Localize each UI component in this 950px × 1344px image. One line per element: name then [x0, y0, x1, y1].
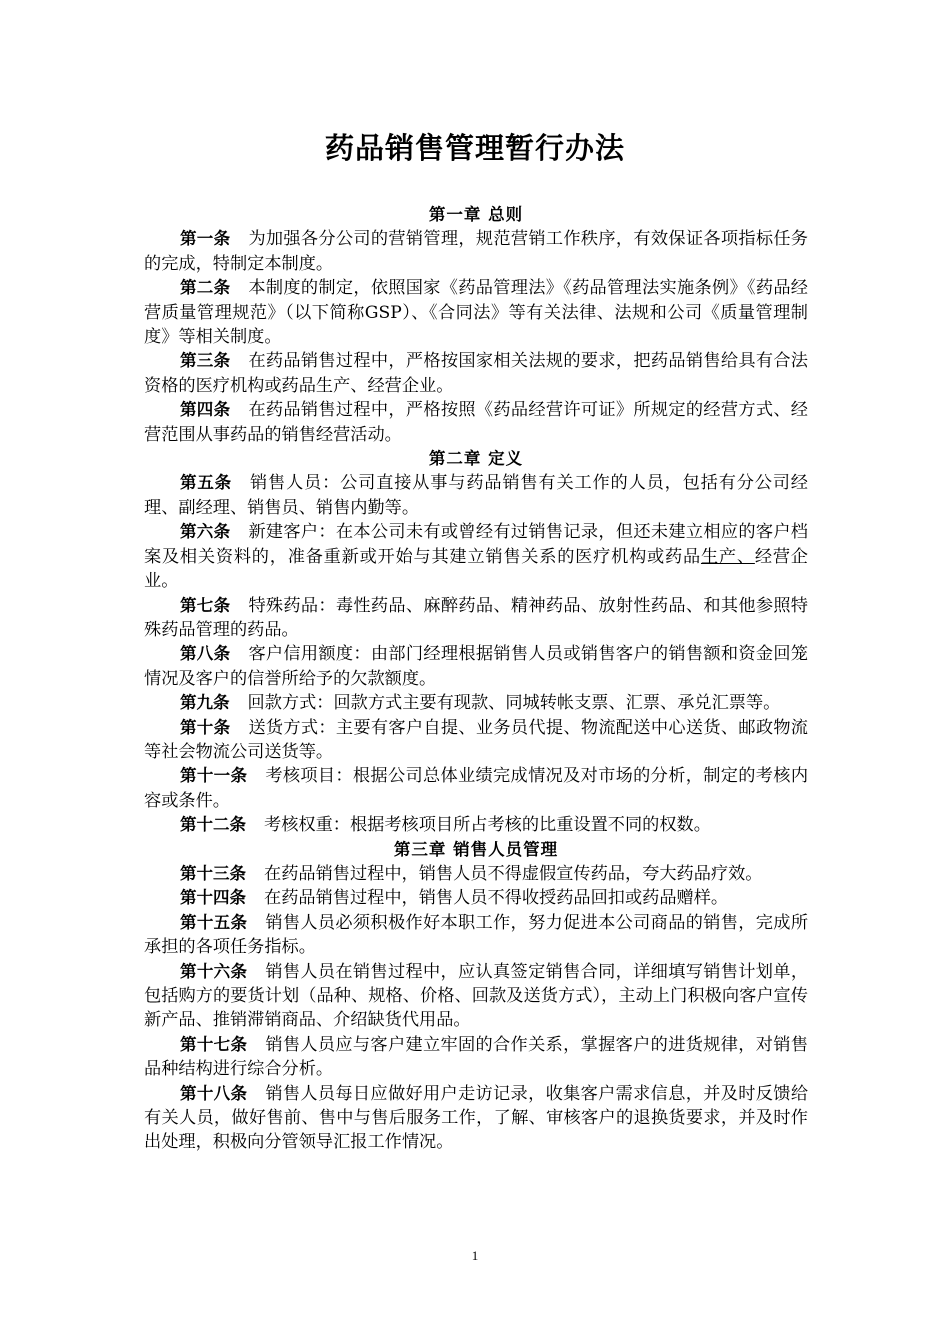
article-text: 回款方式：回款方式主要有现款、同城转帐支票、汇票、承兑汇票等。	[247, 693, 781, 714]
article-text: 客户信用额度：由部门经理根据销售人员或销售客户的销售额和资金回笼情况及客户的信誉所给予的欠款额度。	[144, 644, 808, 689]
article	[144, 886, 808, 910]
article-number: 第八条	[180, 644, 231, 664]
chapter-heading: 第一章 总则	[428, 205, 524, 224]
article	[144, 691, 808, 715]
article-text: 考核权重：根据考核项目所占考核的比重设置不同的权数。	[264, 815, 711, 836]
article-number: 第一条	[180, 229, 231, 249]
article-text: 为加强各分公司的营销管理，规范营销工作秩序，有效保证各项指标任务的完成，特制定本制度。	[144, 229, 808, 274]
article	[144, 1033, 808, 1082]
article-number: 第七条	[180, 595, 231, 615]
article-text: 销售人员必须积极作好本职工作，努力促进本公司商品的销售，完成所承担的各项任务指标。	[144, 912, 809, 958]
article-number: 第十三条	[180, 863, 246, 883]
article-text: 销售人员每日应做好用户走访记录，收集客户需求信息，并及时反馈给有关人员，做好售前、售中与售后服务工作，了解、审核客户的退换货要求，并及时作出处理，积极向分管领导汇报工作情况。	[144, 1083, 809, 1153]
article-text: 在药品销售过程中，严格按国家相关法规的要求，把药品销售给具有合法资格的医疗机构或药品生产、经营企业。	[144, 351, 808, 396]
underlined-text: 生产、	[700, 546, 755, 567]
document-body	[144, 203, 808, 1155]
article-number: 第十六条	[180, 961, 248, 981]
chapter-heading: 第三章 销售人员管理	[393, 839, 559, 859]
article-text: 考核项目：根据公司总体业绩完成情况及对市场的分析，制定的考核内容或条件。	[144, 766, 809, 811]
article-text: 销售人员在销售过程中，应认真签定销售合同，详细填写销售计划单，包括购方的要货计划（品种、规格、价格、回款及送货方式），主动上门积极向客户宣传新产品、推销滞销商品、介绍缺货代用品。	[144, 961, 809, 1031]
article-number: 第二条	[180, 278, 231, 298]
article	[144, 716, 808, 765]
article	[144, 813, 808, 837]
article-text: 送货方式：主要有客户自提、业务员代提、物流配送中心送货、邮政物流等社会物流公司送货等。	[144, 717, 808, 762]
article	[144, 911, 808, 960]
article-number: 第五条	[180, 473, 233, 493]
article-number: 第十七条	[180, 1034, 248, 1054]
article-text: 销售人员应与客户建立牢固的合作关系，掌握客户的进货规律，对销售品种结构进行综合分析。	[144, 1034, 809, 1080]
article	[144, 594, 808, 643]
article-number: 第十二条	[180, 815, 246, 835]
article-number: 第十条	[180, 717, 231, 737]
chapter-heading: 第二章 定义	[428, 449, 524, 469]
page-number: 1	[471, 1248, 479, 1263]
document-title: 药品销售管理暂行办法	[324, 131, 625, 165]
article-text: 在药品销售过程中，严格按照《药品经营许可证》所规定的经营方式、经营范围从事药品的销售经营活动。	[144, 400, 808, 445]
article-text: 在药品销售过程中，销售人员不得收授药品回扣或药品赠样。	[264, 888, 729, 909]
article	[144, 520, 808, 593]
article-text: 在药品销售过程中，销售人员不得虚假宣传药品，夸大药品疗效。	[264, 863, 763, 884]
article-text: 经营企业。	[144, 546, 808, 592]
article-number: 第十四条	[180, 888, 246, 908]
article	[144, 642, 808, 691]
article-text: 特殊药品：毒性药品、麻醉药品、精神药品、放射性药品、和其他参照特殊药品管理的药品。	[144, 595, 808, 640]
article	[144, 276, 808, 349]
article-number: 第十一条	[180, 766, 248, 786]
article	[144, 764, 808, 813]
article-number: 第十五条	[180, 912, 248, 932]
article-number: 第六条	[180, 522, 231, 542]
article	[144, 960, 808, 1033]
article-number: 第十八条	[180, 1083, 248, 1103]
article	[144, 398, 808, 447]
article-text: 销售人员：公司直接从事与药品销售有关工作的人员，包括有分公司经理、副经理、销售员、销售内勤等。	[144, 473, 808, 518]
article-number: 第九条	[180, 693, 230, 713]
article	[144, 1082, 808, 1155]
article	[144, 471, 808, 520]
article	[144, 349, 808, 398]
article-number: 第四条	[180, 400, 231, 420]
article-text: 新建客户：在本公司未有或曾经有过销售记录，但还未建立相应的客户档案及相关资料的，准备重新或开始与其建立销售关系的医疗机构或药品	[144, 522, 808, 567]
article-text: 本制度的制定，依照国家《药品管理法》《药品管理法实施条例》《药品经营质量管理规范》（以下简称GSP）、《合同法》等有关法律、法规和公司《质量管理制度》等相关制度。	[144, 278, 808, 348]
article	[144, 227, 808, 276]
article	[144, 862, 808, 886]
article-number: 第三条	[180, 351, 231, 371]
